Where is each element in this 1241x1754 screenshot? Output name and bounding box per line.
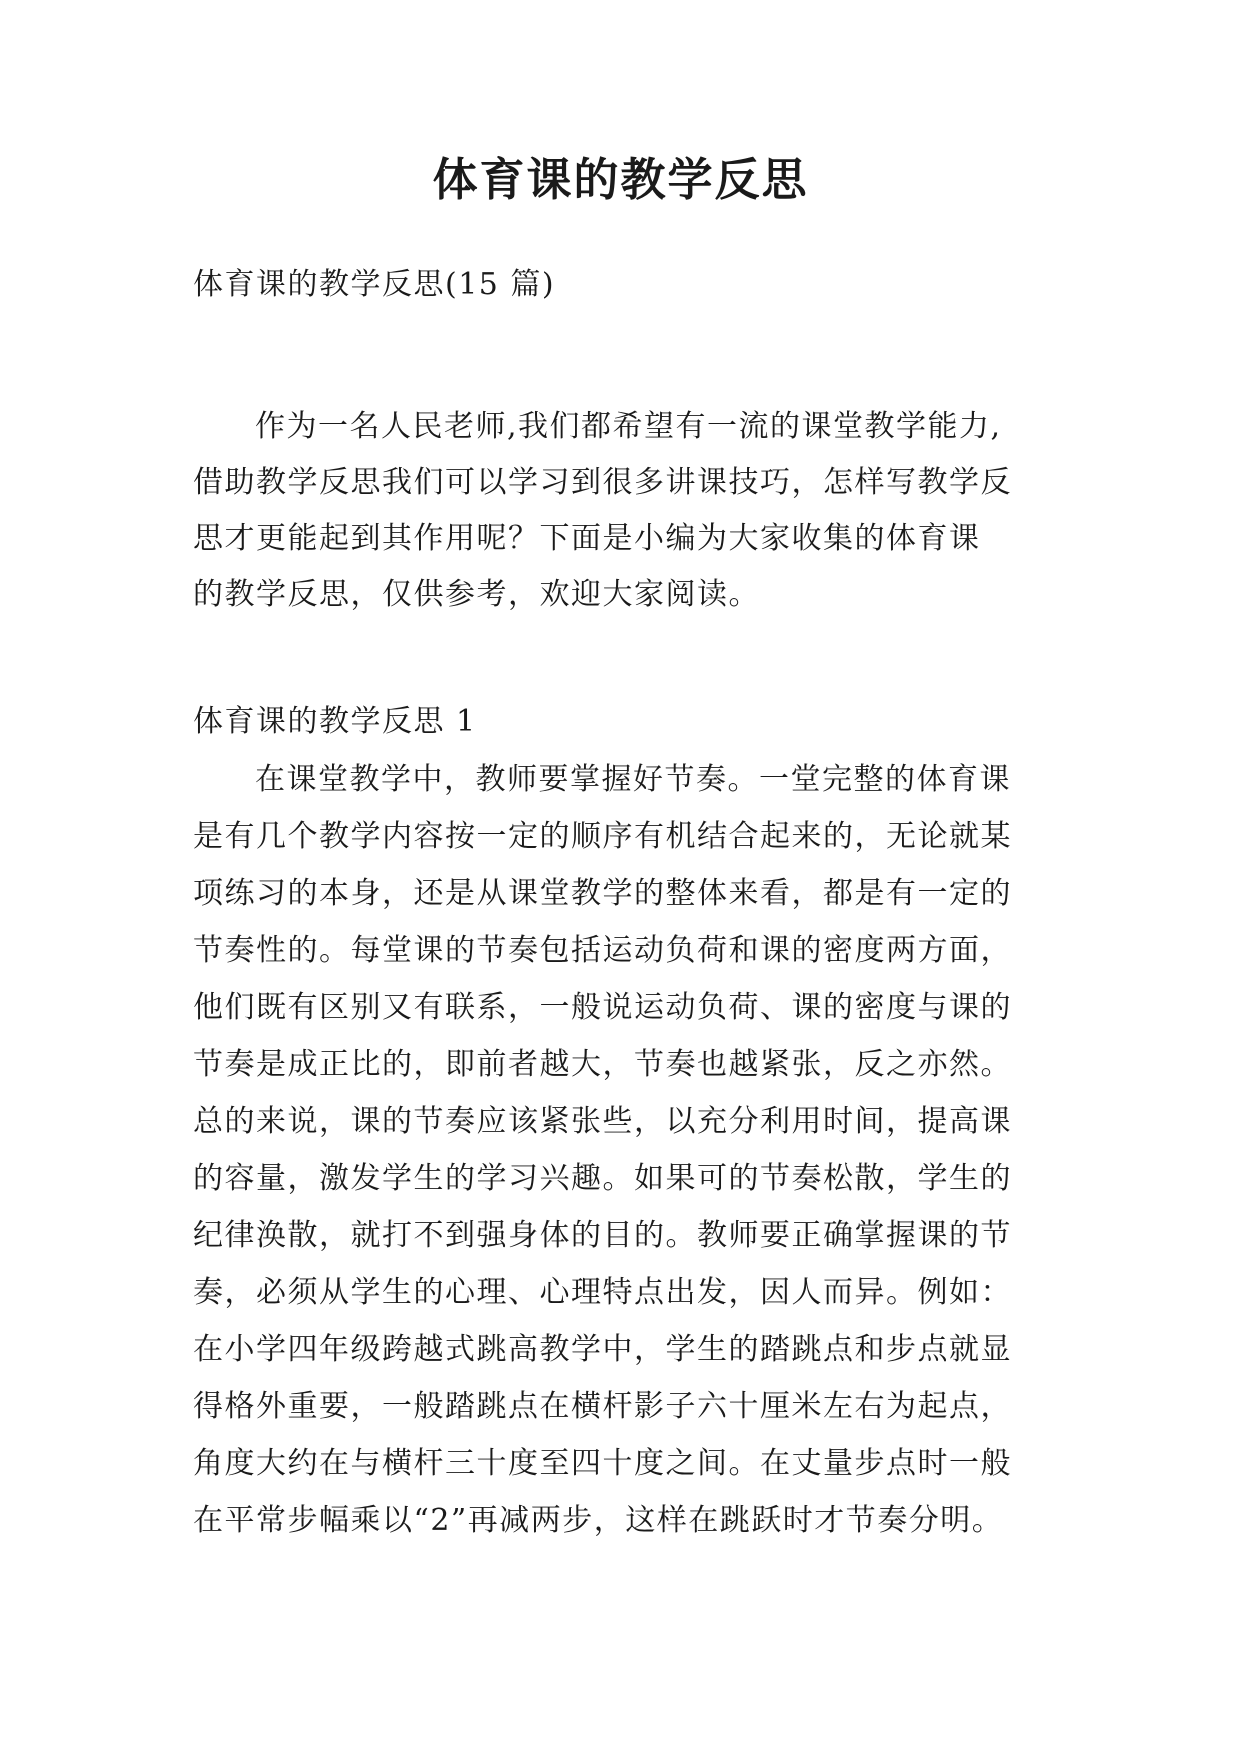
- intro-line: 作为一名人民老师,我们都希望有一流的课堂教学能力,: [255, 409, 1002, 444]
- body-line: 是有几个教学内容按一定的顺序有机结合起来的，无论就某: [193, 819, 1012, 854]
- body-line: 奏，必须从学生的心理、心理特点出发，因人而异。例如：: [193, 1275, 1012, 1310]
- body-line: 在课堂教学中，教师要掌握好节奏。一堂完整的体育课: [255, 762, 1011, 797]
- document-title: 体育课的教学反思: [432, 153, 809, 206]
- body-line: 得格外重要，一般踏跳点在横杆影子六十厘米左右为起点，: [193, 1389, 1012, 1424]
- intro-line: 的教学反思，仅供参考，欢迎大家阅读。: [193, 577, 760, 612]
- body-line: 在平常步幅乘以“2”再减两步，这样在跳跃时才节奏分明。: [193, 1503, 1004, 1538]
- body-line: 的容量，激发学生的学习兴趣。如果可的节奏松散，学生的: [193, 1161, 1012, 1196]
- section-body-paragraph: [193, 758, 1063, 1556]
- section-heading: 体育课的教学反思 1: [193, 704, 477, 739]
- body-line: 在小学四年级跨越式跳高教学中，学生的踏跳点和步点就显: [193, 1332, 1012, 1367]
- intro-line: 思才更能起到其作用呢？下面是小编为大家收集的体育课: [193, 521, 981, 556]
- body-line: 他们既有区别又有联系，一般说运动负荷、课的密度与课的: [193, 990, 1012, 1025]
- body-line: 总的来说，课的节奏应该紧张些，以充分利用时间，提高课: [193, 1104, 1012, 1139]
- body-line: 纪律涣散，就打不到强身体的目的。教师要正确掌握课的节: [193, 1218, 1012, 1253]
- body-line: 角度大约在与横杆三十度至四十度之间。在丈量步点时一般: [193, 1446, 1012, 1481]
- body-line: 项练习的本身，还是从课堂教学的整体来看，都是有一定的: [193, 876, 1012, 911]
- body-line: 节奏是成正比的，即前者越大，节奏也越紧张，反之亦然。: [193, 1047, 1012, 1082]
- document-subtitle: 体育课的教学反思(15 篇): [193, 267, 556, 302]
- body-line: 节奏性的。每堂课的节奏包括运动负荷和课的密度两方面，: [193, 933, 1012, 968]
- intro-paragraph: [193, 405, 1063, 629]
- intro-line: 借助教学反思我们可以学习到很多讲课技巧，怎样写教学反: [193, 465, 1012, 500]
